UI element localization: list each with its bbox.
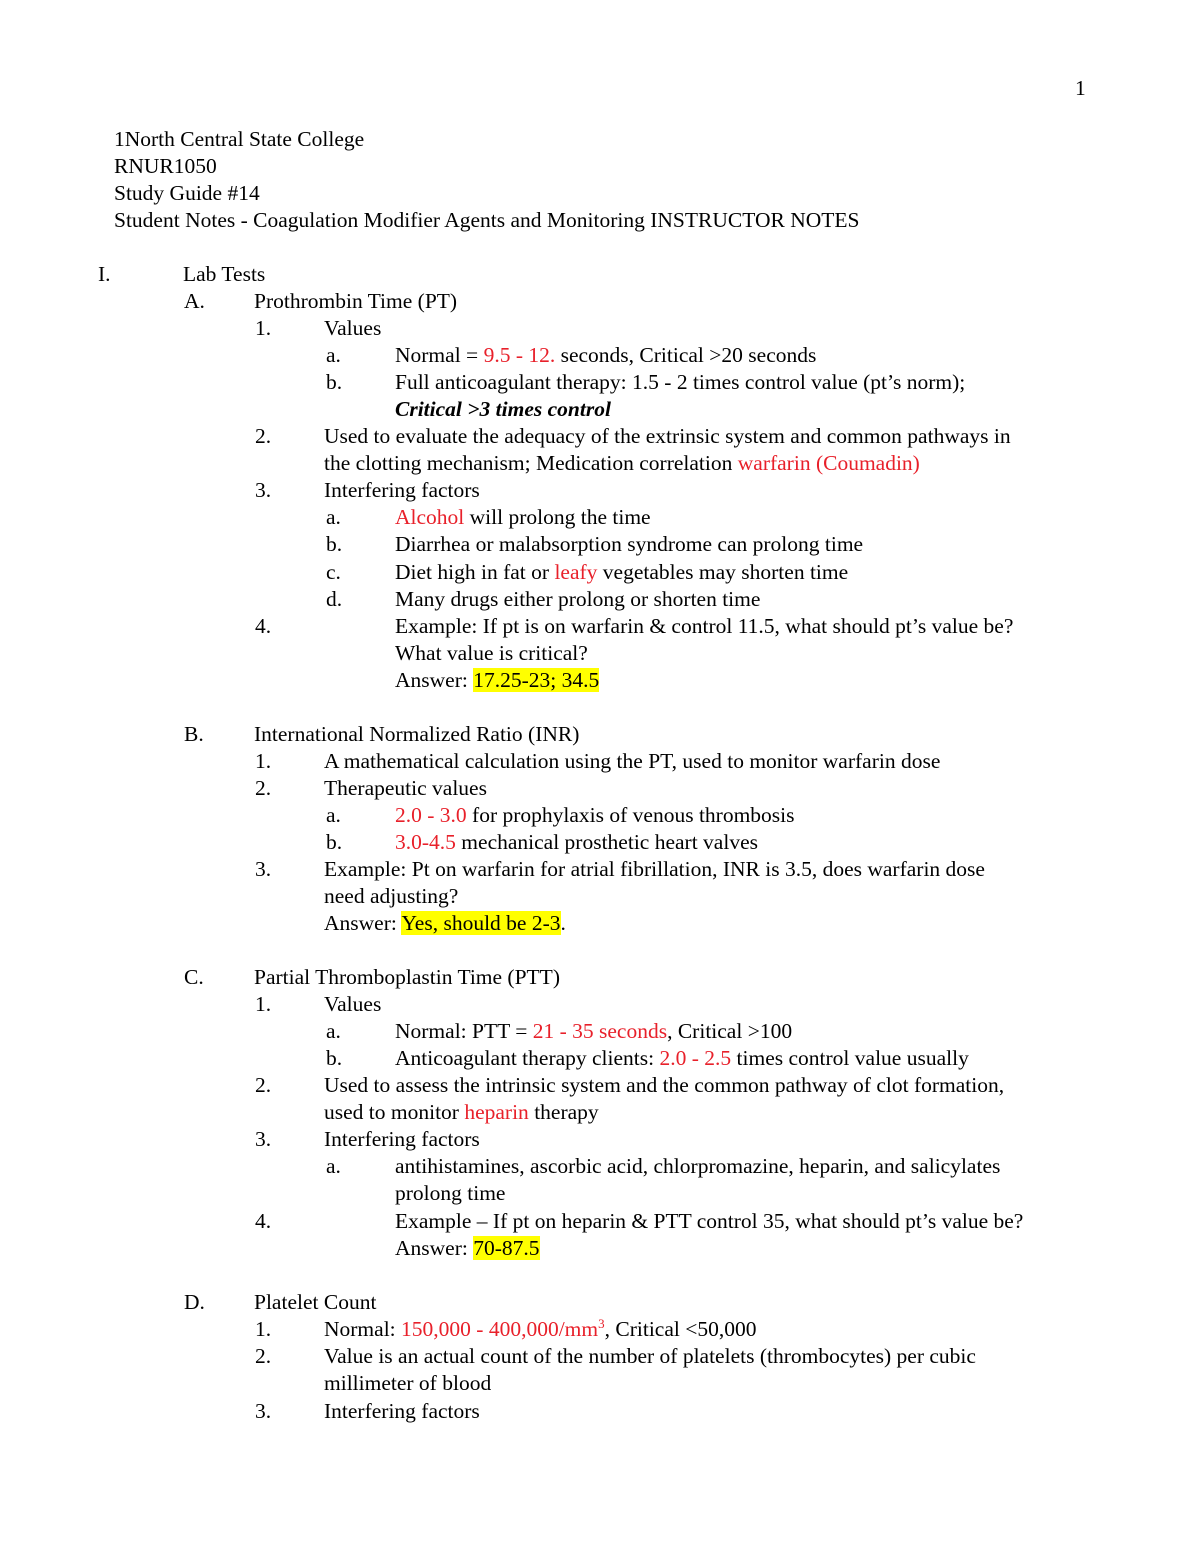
text-run: , Critical >100 [667, 1019, 793, 1043]
text-run: Normal: PTT = [395, 1019, 533, 1043]
outline-marker: 1. [255, 749, 272, 773]
list-item [395, 803, 795, 828]
subsection-title: Partial Thromboplastin Time (PTT) [254, 965, 560, 989]
list-item [395, 343, 816, 368]
text-run: the clotting mechanism; Medication correlation [324, 451, 738, 475]
example-question: Example: Pt on warfarin for atrial fibrillation, INR is 3.5, does warfarin dose [324, 857, 985, 881]
list-item: Interfering factors [324, 1127, 480, 1151]
outline-marker: B. [184, 722, 204, 746]
list-item-continued: prolong time [395, 1181, 506, 1205]
list-item [324, 1317, 756, 1342]
list-item: Many drugs either prolong or shorten time [395, 587, 761, 611]
list-item: Interfering factors [324, 478, 480, 502]
outline-marker: 2. [255, 1344, 272, 1368]
outline-marker: 2. [255, 776, 272, 800]
outline-marker: a. [326, 343, 341, 367]
answer-label: Answer: [395, 668, 474, 692]
answer-highlight: Yes, should be 2-3 [401, 911, 561, 935]
highlight-value: 2.0 - 2.5 [659, 1046, 732, 1070]
example-question-continued: What value is critical? [395, 641, 588, 665]
list-item: Therapeutic values [324, 776, 487, 800]
text-run: therapy [528, 1100, 599, 1124]
list-item: Values [324, 992, 382, 1016]
outline-marker: b. [326, 370, 343, 394]
highlight-value: 150,000 - 400,000/mm [401, 1317, 599, 1341]
list-item-continued [324, 1100, 599, 1125]
highlight-value: 3.0-4.5 [395, 830, 456, 854]
text-run: used to monitor [324, 1100, 465, 1124]
example-question-continued: need adjusting? [324, 884, 459, 908]
outline-marker: A. [184, 289, 205, 313]
header-title: Student Notes - Coagulation Modifier Agents and Monitoring INSTRUCTOR NOTES [114, 208, 860, 232]
outline-marker: 3. [255, 1127, 272, 1151]
list-item [395, 830, 758, 855]
header-college: 1North Central State College [114, 127, 365, 151]
outline-marker: 3. [255, 478, 272, 502]
highlight-value: warfarin (Coumadin) [737, 451, 920, 475]
outline-marker: a. [326, 505, 341, 529]
outline-marker: D. [184, 1290, 205, 1314]
list-item [395, 1046, 969, 1071]
example-answer [324, 911, 566, 936]
subsection-title: Platelet Count [254, 1290, 377, 1314]
text-run: , Critical <50,000 [604, 1317, 757, 1341]
list-item: Interfering factors [324, 1399, 480, 1423]
answer-highlight: 70-87.5 [473, 1236, 540, 1260]
outline-marker: C. [184, 965, 204, 989]
text-run: vegetables may shorten time [597, 560, 849, 584]
text-run: Diet high in fat or [395, 560, 555, 584]
answer-label: Answer: [324, 911, 402, 935]
outline-marker: a. [326, 1019, 341, 1043]
text-run: . [560, 911, 566, 935]
text-run: Normal: [324, 1317, 402, 1341]
highlight-value: leafy [554, 560, 598, 584]
outline-marker: a. [326, 1154, 341, 1178]
list-item-continued: millimeter of blood [324, 1371, 492, 1395]
list-item: Full anticoagulant therapy: 1.5 - 2 times control value (pt’s norm); [395, 370, 966, 394]
text-run: Normal = [395, 343, 484, 367]
text-run: Anticoagulant therapy clients: [395, 1046, 660, 1070]
outline-marker: 1. [255, 316, 272, 340]
example-answer [395, 668, 599, 693]
list-item: Values [324, 316, 382, 340]
header-study-guide: Study Guide #14 [114, 181, 260, 205]
header-course: RNUR1050 [114, 154, 217, 178]
answer-highlight: 17.25-23; 34.5 [473, 668, 600, 692]
list-item [395, 505, 651, 530]
outline-marker: 3. [255, 857, 272, 881]
outline-marker: 2. [255, 424, 272, 448]
highlight-value: Alcohol [395, 505, 465, 529]
superscript: 3 [598, 1316, 605, 1331]
outline-marker: d. [326, 587, 343, 611]
list-item-continued [324, 451, 920, 476]
subsection-title: Prothrombin Time (PT) [254, 289, 458, 313]
highlight-value: heparin [464, 1100, 529, 1124]
page-number: 1 [1075, 76, 1086, 100]
list-item: antihistamines, ascorbic acid, chlorpromazine, heparin, and salicylates [395, 1154, 1001, 1178]
outline-marker: I. [98, 262, 111, 286]
text-run: for prophylaxis of venous thrombosis [466, 803, 795, 827]
outline-marker: b. [326, 1046, 343, 1070]
example-question: Example – If pt on heparin & PTT control 35, what should pt’s value be? [395, 1209, 1024, 1233]
outline-marker: b. [326, 532, 343, 556]
outline-marker: 3. [255, 1399, 272, 1423]
text-run: will prolong the time [464, 505, 651, 529]
list-item: Used to evaluate the adequacy of the extrinsic system and common pathways in [324, 424, 1011, 448]
example-question: Example: If pt is on warfarin & control 11.5, what should pt’s value be? [395, 614, 1014, 638]
list-item: A mathematical calculation using the PT, used to monitor warfarin dose [324, 749, 941, 773]
list-item [395, 560, 848, 585]
list-item: Value is an actual count of the number of platelets (thrombocytes) per cubic [324, 1344, 976, 1368]
outline-marker: a. [326, 803, 341, 827]
list-item: Used to assess the intrinsic system and the common pathway of clot formation, [324, 1073, 1005, 1097]
highlight-value: 2.0 - 3.0 [395, 803, 467, 827]
list-item: Diarrhea or malabsorption syndrome can prolong time [395, 532, 864, 556]
outline-marker: 4. [255, 1209, 272, 1233]
highlight-value: 9.5 - 12. [483, 343, 556, 367]
text-run: times control value usually [731, 1046, 969, 1070]
section-title: Lab Tests [183, 262, 266, 286]
critical-note: Critical >3 times control [395, 397, 611, 421]
subsection-title: International Normalized Ratio (INR) [254, 722, 580, 746]
outline-marker: c. [326, 560, 341, 584]
outline-marker: b. [326, 830, 343, 854]
example-answer [395, 1236, 540, 1261]
list-item [395, 1019, 792, 1044]
answer-label: Answer: [395, 1236, 474, 1260]
outline-marker: 1. [255, 1317, 272, 1341]
text-run: seconds, Critical >20 seconds [555, 343, 817, 367]
outline-marker: 4. [255, 614, 272, 638]
highlight-value: 21 - 35 seconds [532, 1019, 668, 1043]
outline-marker: 2. [255, 1073, 272, 1097]
outline-marker: 1. [255, 992, 272, 1016]
text-run: mechanical prosthetic heart valves [455, 830, 758, 854]
